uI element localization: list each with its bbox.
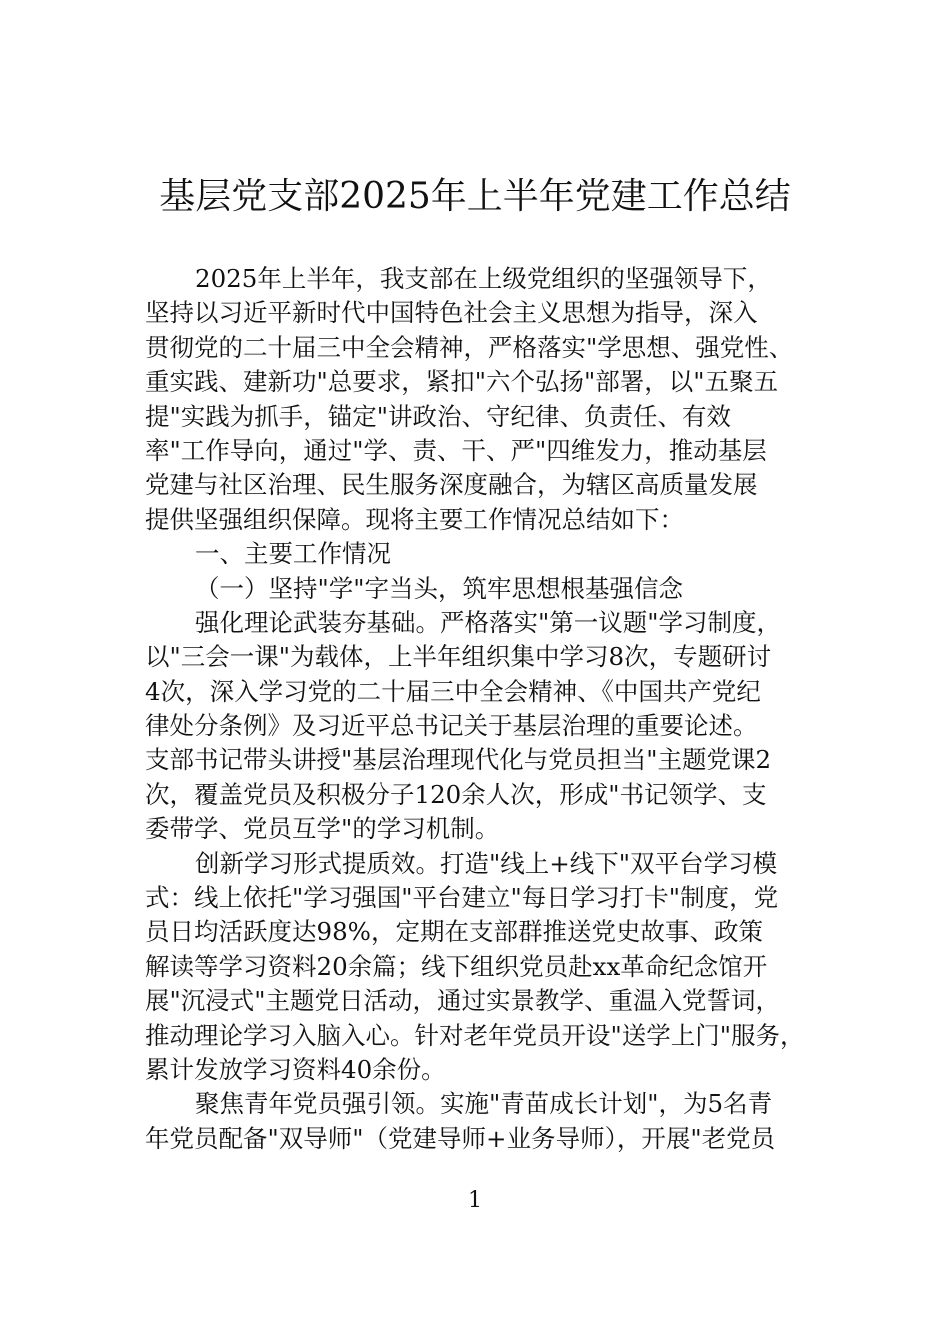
body-line: 委带学、党员互学"的学习机制。 [145, 814, 500, 844]
body-line: 累计发放学习资料40余份。 [145, 1054, 446, 1084]
body-line: 解读等学习资料20余篇；线下组织党员赴xx革命纪念馆开 [145, 951, 768, 981]
body-line: 展"沉浸式"主题党日活动，通过实景教学、重温入党誓词， [145, 986, 781, 1016]
body-line: 贯彻党的二十届三中全会精神，严格落实"学思想、强党性、 [145, 332, 794, 362]
body-line: 2025年上半年，我支部在上级党组织的坚强领导下， [195, 264, 772, 293]
body-line: 聚焦青年党员强引领。实施"青苗成长计划"，为5名青 [195, 1089, 773, 1119]
body-line: 提供坚强组织保障。现将主要工作情况总结如下： [145, 504, 684, 534]
body-line: （一）坚持"学"字当头，筑牢思想根基强信念 [195, 573, 684, 603]
body-line: 年党员配备"双导师"（党建导师+业务导师），开展"老党员 [145, 1123, 776, 1153]
body-line: 推动理论学习入脑入心。针对老年党员开设"送学上门"服务， [145, 1020, 805, 1050]
body-line: 强化理论武装夯基础。严格落实"第一议题"学习制度， [195, 607, 782, 637]
document-body [145, 262, 835, 1156]
body-line: 以"三会一课"为载体，上半年组织集中学习8次，专题研讨 [145, 642, 772, 672]
body-line: 率"工作导向，通过"学、责、干、严"四维发力，推动基层 [145, 435, 767, 465]
body-line: 创新学习形式提质效。打造"线上+线下"双平台学习模 [195, 848, 778, 878]
body-line: 4次，深入学习党的二十届三中全会精神、《中国共产党纪 [145, 676, 761, 706]
document-title: 基层党支部2025年上半年党建工作总结 [159, 176, 791, 217]
body-line: 重实践、建新功"总要求，紧扣"六个弘扬"部署，以"五聚五 [145, 367, 779, 397]
body-line: 党建与社区治理、民生服务深度融合，为辖区高质量发展 [145, 470, 758, 500]
body-line: 坚持以习近平新时代中国特色社会主义思想为指导，深入 [145, 298, 758, 328]
body-line: 支部书记带头讲授"基层治理现代化与党员担当"主题党课2 [145, 745, 772, 775]
body-line: 员日均活跃度达98%，定期在支部群推送党史故事、政策 [145, 917, 763, 947]
body-line: 一、主要工作情况 [195, 539, 391, 569]
body-line: 律处分条例》及习近平总书记关于基层治理的重要论述。 [145, 711, 758, 741]
body-line: 提"实践为抓手，锚定"讲政治、守纪律、负责任、有效 [145, 401, 732, 431]
body-line: 式：线上依托"学习强国"平台建立"每日学习打卡"制度，党 [145, 883, 779, 913]
page-number: 1 [468, 1188, 482, 1213]
body-line: 次，覆盖党员及积极分子120余人次，形成"书记领学、支 [145, 779, 767, 809]
